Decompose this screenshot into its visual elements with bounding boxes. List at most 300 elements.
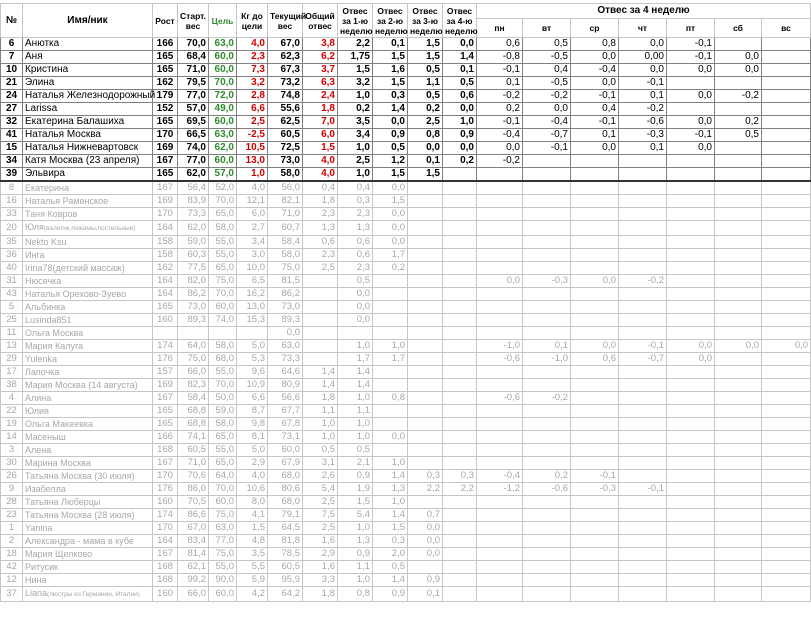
row-num: 7 xyxy=(1,51,23,64)
row-start-weight: 57,0 xyxy=(178,103,209,116)
row-week4: 0,5 xyxy=(443,77,477,90)
row-week3 xyxy=(408,327,443,340)
row-height: 167 xyxy=(153,392,178,405)
row-day-пн: -0,4 xyxy=(477,470,523,483)
row-day-вт: -0,2 xyxy=(523,90,571,103)
row-day-ср: 0,6 xyxy=(571,353,619,366)
row-goal: 75,0 xyxy=(209,509,237,522)
row-day-сб xyxy=(715,208,762,221)
row-week1: 1,9 xyxy=(338,483,373,496)
table-row xyxy=(1,327,811,340)
row-week4: 0,1 xyxy=(443,64,477,77)
row-kg-to-goal: 3,0 xyxy=(237,249,268,262)
row-day-сб xyxy=(715,457,762,470)
row-day-ср xyxy=(571,262,619,275)
row-week3 xyxy=(408,418,443,431)
row-current-weight: 62,5 xyxy=(268,116,303,129)
row-day-сб xyxy=(715,431,762,444)
row-kg-to-goal: 5,3 xyxy=(237,353,268,366)
row-week2: 0,3 xyxy=(373,535,408,548)
row-height: 164 xyxy=(153,535,178,548)
row-day-вс xyxy=(762,470,811,483)
row-week2: 0,0 xyxy=(373,431,408,444)
row-name xyxy=(23,77,153,90)
header-current-weight: Текущий вес xyxy=(268,4,303,38)
row-goal: 60,0 xyxy=(209,587,237,602)
row-name xyxy=(23,90,156,103)
row-day-вт: 0,2 xyxy=(523,470,571,483)
row-name-text: Инга xyxy=(25,250,45,260)
row-current-weight: 67,9 xyxy=(268,457,303,470)
row-kg-to-goal: 12,1 xyxy=(237,195,268,208)
row-day-вс xyxy=(762,418,811,431)
row-day-чт: 0,0 xyxy=(619,64,667,77)
row-day-ср xyxy=(571,379,619,392)
row-height: 164 xyxy=(153,221,178,236)
header-day-tue: вт xyxy=(523,19,571,38)
row-day-вт xyxy=(523,496,571,509)
row-day-вт xyxy=(523,418,571,431)
row-day-пн xyxy=(477,496,523,509)
row-day-вт xyxy=(523,548,571,561)
row-kg-to-goal: 2,5 xyxy=(237,116,268,129)
row-current-weight: 72,5 xyxy=(268,142,303,155)
row-goal: 60,0 xyxy=(209,301,237,314)
row-day-пт xyxy=(667,561,715,574)
row-name xyxy=(23,314,153,327)
row-kg-to-goal: 3,5 xyxy=(237,548,268,561)
row-week3: 0,0 xyxy=(408,535,443,548)
row-current-weight: 67,0 xyxy=(268,38,303,51)
row-day-вт: -0,7 xyxy=(523,129,571,142)
row-day-пт xyxy=(667,155,715,168)
row-total-loss: 4,0 xyxy=(303,168,338,182)
row-day-пн xyxy=(477,522,523,535)
row-week2: 1,6 xyxy=(373,64,408,77)
row-week2: 0,2 xyxy=(373,262,408,275)
row-day-чт xyxy=(619,470,667,483)
row-day-вт: 0,0 xyxy=(523,103,571,116)
row-num: 18 xyxy=(1,548,23,561)
row-week3: 0,5 xyxy=(408,64,443,77)
row-day-вс xyxy=(762,208,811,221)
row-week1: 0,8 xyxy=(338,587,373,602)
row-current-weight: 74,8 xyxy=(268,90,303,103)
row-height: 160 xyxy=(153,587,178,602)
row-week1: 1,5 xyxy=(338,496,373,509)
row-name-text: Екатерина xyxy=(25,183,69,193)
row-kg-to-goal: 5,5 xyxy=(237,561,268,574)
row-goal: 74,0 xyxy=(209,314,237,327)
row-week1: 0,3 xyxy=(338,195,373,208)
row-week3 xyxy=(408,249,443,262)
table-row xyxy=(1,444,811,457)
row-goal: 62,0 xyxy=(209,142,237,155)
row-day-пн xyxy=(477,181,523,195)
row-week2: 0,0 xyxy=(373,221,408,236)
row-day-вт xyxy=(523,168,571,182)
row-day-вс xyxy=(762,275,811,288)
row-day-вс xyxy=(762,522,811,535)
row-start-weight: 73,3 xyxy=(178,208,209,221)
row-name-text: Нюсечка xyxy=(25,276,62,286)
row-name-text: Татьяна Москва (30 июля) xyxy=(25,471,135,481)
row-week1: 3,4 xyxy=(338,129,373,142)
row-goal: 59,0 xyxy=(209,405,237,418)
row-num: 5 xyxy=(1,301,23,314)
row-height: 168 xyxy=(153,444,178,457)
row-total-loss: 1,8 xyxy=(303,587,338,602)
row-goal: 70,0 xyxy=(209,195,237,208)
row-num: 11 xyxy=(1,327,23,340)
row-week2: 0,1 xyxy=(373,38,408,51)
row-day-чт xyxy=(619,509,667,522)
row-day-сб xyxy=(715,483,762,496)
row-total-loss: 6,3 xyxy=(303,77,338,90)
row-height: 167 xyxy=(153,155,178,168)
row-total-loss: 0,5 xyxy=(303,444,338,457)
row-name xyxy=(23,470,153,483)
row-name-text: Ольга Москва xyxy=(25,328,84,338)
row-day-пт: 0,0 xyxy=(667,90,715,103)
row-kg-to-goal: 9,6 xyxy=(237,366,268,379)
row-name-text: Алина xyxy=(25,393,52,403)
row-day-ср xyxy=(571,405,619,418)
row-total-loss: 1,0 xyxy=(303,418,338,431)
row-day-пт xyxy=(667,288,715,301)
row-week3 xyxy=(408,314,443,327)
row-start-weight: 56,4 xyxy=(178,181,209,195)
row-day-сб xyxy=(715,195,762,208)
row-name xyxy=(23,431,153,444)
table-row xyxy=(1,470,811,483)
row-week1: 3,5 xyxy=(338,116,373,129)
row-week3: 0,7 xyxy=(408,509,443,522)
row-total-loss: 1,4 xyxy=(303,366,338,379)
row-day-ср xyxy=(571,314,619,327)
row-week4: 0,2 xyxy=(443,155,477,168)
row-name-text: Larissa xyxy=(25,103,58,114)
table-row xyxy=(1,249,811,262)
row-week3: 1,5 xyxy=(408,168,443,182)
row-kg-to-goal: 15,3 xyxy=(237,314,268,327)
row-day-вт xyxy=(523,181,571,195)
row-name xyxy=(23,457,153,470)
row-week4: 0,0 xyxy=(443,103,477,116)
row-name-text: Марина Москва xyxy=(25,458,91,468)
row-week4 xyxy=(443,168,477,182)
row-day-пн: -0,6 xyxy=(477,392,523,405)
row-day-вт: -0,6 xyxy=(523,483,571,496)
row-height: 165 xyxy=(153,405,178,418)
row-name-text: Изабелла xyxy=(25,484,66,494)
row-week4 xyxy=(443,181,477,195)
row-num: 23 xyxy=(1,509,23,522)
row-goal: 63,0 xyxy=(209,38,237,51)
row-day-пн: -0,2 xyxy=(477,155,523,168)
row-day-вс xyxy=(762,366,811,379)
row-day-пн: -0,2 xyxy=(477,90,523,103)
row-week2: 1,2 xyxy=(373,155,408,168)
table-row xyxy=(1,405,811,418)
row-week4 xyxy=(443,561,477,574)
row-goal: 60,0 xyxy=(209,64,237,77)
row-name-text: Екатерина Балашиха xyxy=(25,116,125,127)
row-start-weight: 68,8 xyxy=(178,418,209,431)
row-day-вс xyxy=(762,129,811,142)
row-total-loss: 1,5 xyxy=(303,142,338,155)
row-current-weight: 58,4 xyxy=(268,236,303,249)
table-row xyxy=(1,262,811,275)
row-height: 167 xyxy=(153,548,178,561)
row-name-text: Эльвира xyxy=(25,168,65,179)
row-day-чт xyxy=(619,181,667,195)
row-height: 165 xyxy=(153,51,178,64)
row-day-вс xyxy=(762,116,811,129)
row-total-loss: 6,2 xyxy=(303,51,338,64)
row-week1: 2,1 xyxy=(338,457,373,470)
table-row xyxy=(1,208,811,221)
row-week4 xyxy=(443,353,477,366)
row-name xyxy=(23,64,153,77)
row-current-weight: 68,0 xyxy=(268,470,303,483)
row-name-text: Элина xyxy=(25,77,55,88)
row-week1: 0,2 xyxy=(338,103,373,116)
row-current-weight: 80,9 xyxy=(268,379,303,392)
row-name-text: Наталья Орехово-Зуево xyxy=(25,289,127,299)
row-current-weight: 60,5 xyxy=(268,129,303,142)
row-day-сб xyxy=(715,522,762,535)
row-num: 17 xyxy=(1,366,23,379)
table-row xyxy=(1,574,811,587)
row-start-weight: 60,3 xyxy=(178,249,209,262)
row-current-weight: 55,6 xyxy=(268,103,303,116)
row-kg-to-goal: 4,0 xyxy=(237,38,268,51)
row-kg-to-goal: -2,5 xyxy=(237,129,268,142)
row-goal: 55,0 xyxy=(209,561,237,574)
row-name-text: Мария Щелково xyxy=(25,549,93,559)
row-day-сб xyxy=(715,103,762,116)
row-week4 xyxy=(443,418,477,431)
row-total-loss: 2,5 xyxy=(303,522,338,535)
row-day-сб xyxy=(715,574,762,587)
row-day-пт xyxy=(667,221,715,236)
row-week2: 1,4 xyxy=(373,509,408,522)
row-name-text: Юлия xyxy=(25,406,49,416)
row-total-loss xyxy=(303,314,338,327)
row-name xyxy=(23,236,153,249)
row-day-вс xyxy=(762,195,811,208)
row-height: 170 xyxy=(153,208,178,221)
row-height: 165 xyxy=(153,64,178,77)
row-height: 162 xyxy=(153,262,178,275)
row-day-вт xyxy=(523,288,571,301)
row-day-вс xyxy=(762,509,811,522)
row-start-weight: 62,0 xyxy=(178,168,209,182)
row-week4: 1,0 xyxy=(443,116,477,129)
header-height: Рост xyxy=(153,4,178,38)
row-day-пт: 0,0 xyxy=(667,142,715,155)
row-day-сб xyxy=(715,470,762,483)
row-day-ср: -0,3 xyxy=(571,483,619,496)
row-week2: 2,0 xyxy=(373,548,408,561)
row-week2 xyxy=(373,366,408,379)
row-day-чт: 0,1 xyxy=(619,142,667,155)
header-row-1 xyxy=(1,4,811,19)
row-week4 xyxy=(443,327,477,340)
row-goal: 65,0 xyxy=(209,431,237,444)
row-day-вс xyxy=(762,221,811,236)
row-week1: 2,3 xyxy=(338,208,373,221)
row-day-вс xyxy=(762,392,811,405)
row-name xyxy=(23,327,153,340)
row-week3: 0,3 xyxy=(408,470,443,483)
row-name-text: Алена xyxy=(25,445,52,455)
row-week3: 2,5 xyxy=(408,116,443,129)
row-total-loss xyxy=(303,327,338,340)
row-day-вт: 0,4 xyxy=(523,64,571,77)
table-row xyxy=(1,38,811,51)
row-start-weight: 58,4 xyxy=(178,392,209,405)
row-day-вт: -0,2 xyxy=(523,392,571,405)
header-day-wed: ср xyxy=(571,19,619,38)
row-goal: 57,0 xyxy=(209,168,237,182)
table-row xyxy=(1,236,811,249)
row-day-ср: -0,1 xyxy=(571,90,619,103)
row-week1: 0,9 xyxy=(338,548,373,561)
row-current-weight: 82,1 xyxy=(268,195,303,208)
row-num: 19 xyxy=(1,418,23,431)
row-day-ср: -0,4 xyxy=(571,64,619,77)
row-kg-to-goal: 8,1 xyxy=(237,431,268,444)
header-day-sat: сб xyxy=(715,19,762,38)
row-num: 33 xyxy=(1,208,23,221)
row-day-ср xyxy=(571,249,619,262)
row-week3 xyxy=(408,366,443,379)
row-day-сб xyxy=(715,496,762,509)
row-start-weight: 83,4 xyxy=(178,535,209,548)
row-num: 27 xyxy=(1,103,23,116)
row-day-чт: 0,00 xyxy=(619,51,667,64)
row-week2: 0,0 xyxy=(373,236,408,249)
row-day-ср xyxy=(571,418,619,431)
row-current-weight: 89,3 xyxy=(268,314,303,327)
row-day-пт: 0,0 xyxy=(667,116,715,129)
row-day-вс xyxy=(762,155,811,168)
row-week4 xyxy=(443,587,477,602)
row-day-пт xyxy=(667,327,715,340)
row-day-пн xyxy=(477,366,523,379)
row-total-loss: 0,4 xyxy=(303,181,338,195)
row-name-text: Наталья Железнодорожный xyxy=(25,90,156,101)
row-day-ср xyxy=(571,236,619,249)
row-total-loss xyxy=(303,288,338,301)
row-day-вт: 0,5 xyxy=(523,38,571,51)
table-row xyxy=(1,195,811,208)
row-week4 xyxy=(443,249,477,262)
row-day-пн: 0,0 xyxy=(477,275,523,288)
row-day-сб xyxy=(715,587,762,602)
row-name-text: Irina78(детский массаж) xyxy=(25,263,125,273)
row-day-ср: 0,0 xyxy=(571,51,619,64)
row-current-weight: 73,3 xyxy=(268,353,303,366)
row-day-пт xyxy=(667,392,715,405)
row-day-чт: -0,1 xyxy=(619,483,667,496)
row-day-пн: 0,2 xyxy=(477,103,523,116)
row-day-чт xyxy=(619,221,667,236)
row-num: 43 xyxy=(1,288,23,301)
row-day-сб xyxy=(715,155,762,168)
row-day-вт xyxy=(523,301,571,314)
row-num: 15 xyxy=(1,142,23,155)
row-day-пн xyxy=(477,509,523,522)
row-current-weight: 73,1 xyxy=(268,431,303,444)
row-total-loss: 1,8 xyxy=(303,392,338,405)
row-week3 xyxy=(408,561,443,574)
row-week4 xyxy=(443,221,477,236)
row-week4 xyxy=(443,195,477,208)
row-day-ср xyxy=(571,457,619,470)
row-height: 165 xyxy=(153,301,178,314)
row-name xyxy=(23,535,153,548)
table-row xyxy=(1,496,811,509)
row-week1: 0,0 xyxy=(338,314,373,327)
table-row xyxy=(1,314,811,327)
row-num: 25 xyxy=(1,314,23,327)
row-day-сб xyxy=(715,262,762,275)
row-week4: 2,2 xyxy=(443,483,477,496)
row-height: 158 xyxy=(153,249,178,262)
row-name xyxy=(23,168,153,182)
header-week3: Отвес за 3-ю неделю xyxy=(408,4,443,38)
row-week1: 1,75 xyxy=(338,51,373,64)
row-kg-to-goal: 13,0 xyxy=(237,301,268,314)
row-name-note: (валетик,пижамы,постельные) xyxy=(43,225,136,232)
row-current-weight: 64,5 xyxy=(268,522,303,535)
row-goal: 75,0 xyxy=(209,275,237,288)
row-day-вт xyxy=(523,444,571,457)
table-row xyxy=(1,587,811,602)
table-row xyxy=(1,548,811,561)
row-name xyxy=(23,275,153,288)
table-row xyxy=(1,155,811,168)
row-height: 160 xyxy=(153,496,178,509)
row-day-вс xyxy=(762,64,811,77)
table-row xyxy=(1,522,811,535)
row-day-сб: 0,5 xyxy=(715,129,762,142)
row-week2 xyxy=(373,327,408,340)
row-day-пн: 0,6 xyxy=(477,38,523,51)
row-day-пн xyxy=(477,314,523,327)
row-day-пт xyxy=(667,535,715,548)
row-goal: 68,0 xyxy=(209,353,237,366)
row-current-weight: 80,6 xyxy=(268,483,303,496)
row-week1: 0,6 xyxy=(338,236,373,249)
row-kg-to-goal: 2,3 xyxy=(237,51,268,64)
row-day-ср xyxy=(571,366,619,379)
row-day-вс xyxy=(762,483,811,496)
row-goal: 75,0 xyxy=(209,548,237,561)
row-day-пн xyxy=(477,262,523,275)
row-day-вс xyxy=(762,457,811,470)
row-day-вс xyxy=(762,314,811,327)
row-day-сб xyxy=(715,509,762,522)
row-start-weight: 59,0 xyxy=(178,236,209,249)
row-name xyxy=(23,353,153,366)
row-day-вт xyxy=(523,535,571,548)
row-week4 xyxy=(443,431,477,444)
row-day-вт xyxy=(523,366,571,379)
